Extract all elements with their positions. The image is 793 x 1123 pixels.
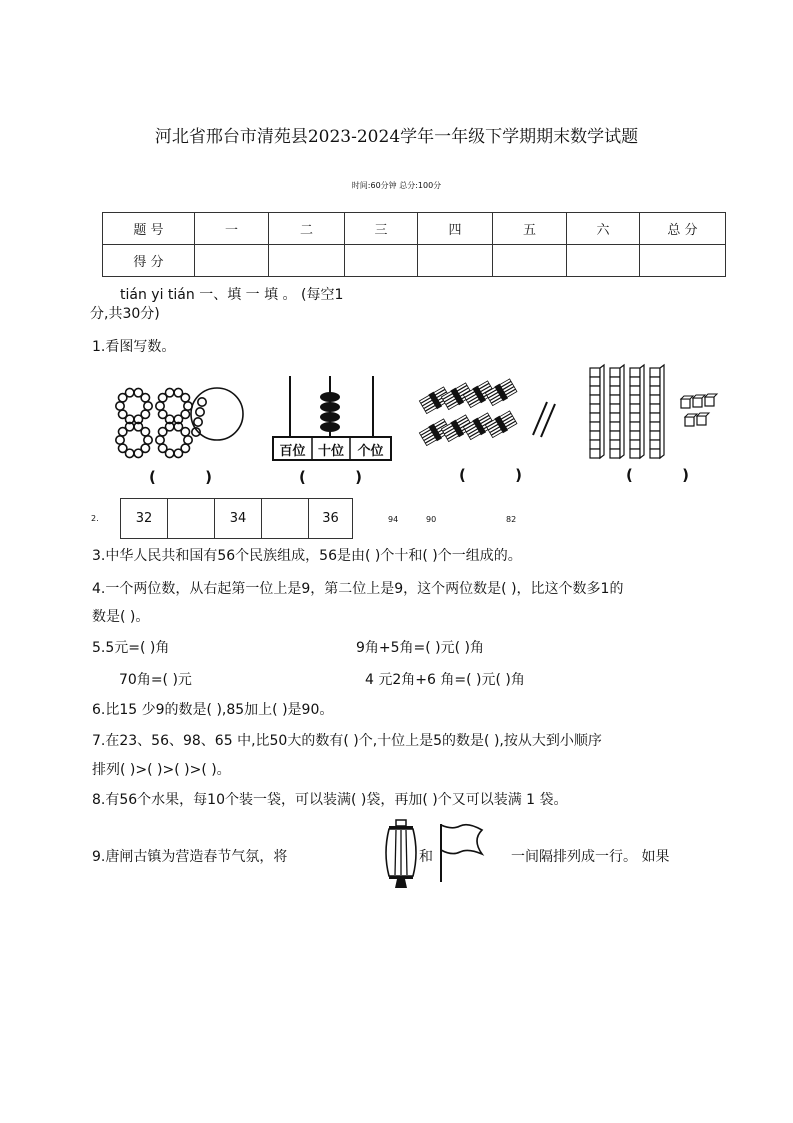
rod-cell bbox=[590, 440, 600, 449]
q9-text-before: 9.唐闸古镇为营造春节气氛，将 bbox=[92, 849, 288, 865]
q5-c: 70角=( )元 bbox=[119, 672, 192, 688]
q4-line1: 4.一个两位数，从右起第一位上是9，第二位上是9，这个两位数是( )，比这个数多1的 bbox=[92, 581, 624, 597]
bead bbox=[196, 408, 204, 416]
score-cell[interactable] bbox=[269, 245, 345, 277]
header-cell: 总 分 bbox=[640, 213, 726, 245]
rod-cell bbox=[590, 413, 600, 422]
rod-cell bbox=[630, 368, 640, 377]
bead bbox=[156, 436, 164, 444]
score-table-header-row bbox=[103, 213, 726, 245]
score-cell[interactable] bbox=[345, 245, 418, 277]
q3-text: 3.中华人民共和国有56个民族组成，56是由( )个十和( )个一组成的。 bbox=[92, 548, 522, 564]
unit-cube bbox=[697, 416, 706, 425]
q2-extra-number: 82 bbox=[506, 515, 517, 524]
rod-cell bbox=[610, 449, 620, 458]
rod-cell bbox=[650, 368, 660, 377]
bead bbox=[181, 394, 189, 402]
sequence-cell-blank[interactable] bbox=[168, 499, 215, 538]
q2-extra-number: 94 bbox=[388, 515, 399, 524]
bead-rings-icon bbox=[112, 382, 252, 467]
rod-cell bbox=[610, 386, 620, 395]
rod-cell bbox=[630, 440, 640, 449]
bead bbox=[181, 428, 189, 436]
bead bbox=[194, 418, 202, 426]
rod-cell bbox=[590, 386, 600, 395]
bead bbox=[118, 444, 126, 452]
rod-cell bbox=[610, 395, 620, 404]
section-heading bbox=[120, 284, 343, 304]
unit-cube bbox=[693, 398, 702, 407]
bead bbox=[158, 444, 166, 452]
rod-cell bbox=[650, 404, 660, 413]
q9-text-and: 和 bbox=[419, 849, 433, 865]
bead bbox=[125, 388, 133, 396]
bead bbox=[134, 449, 142, 457]
rod-cell bbox=[650, 386, 660, 395]
flag-icon bbox=[438, 822, 486, 884]
header-cell: 三 bbox=[345, 213, 418, 245]
q6-text: 6.比15 少9的数是( ),85加上( )是90。 bbox=[92, 702, 334, 718]
stick-bundle bbox=[485, 410, 518, 439]
q7-line2: 排列( )>( )>( )>( )。 bbox=[92, 762, 231, 778]
bead bbox=[156, 402, 164, 410]
q9-text-after: 一间隔排列成一行。 如果 bbox=[511, 849, 670, 865]
rod-cell bbox=[610, 404, 620, 413]
sequence-cell: 32 bbox=[121, 499, 168, 538]
header-cell: 四 bbox=[418, 213, 493, 245]
abacus-label-tens: 十位 bbox=[317, 444, 344, 459]
rod-cell bbox=[590, 404, 600, 413]
header-cell: 五 bbox=[493, 213, 567, 245]
rod-cell bbox=[650, 422, 660, 431]
rod-cell bbox=[590, 431, 600, 440]
unit-cube bbox=[685, 417, 694, 426]
abacus-label-ones: 个位 bbox=[357, 444, 384, 459]
rod-cell bbox=[650, 440, 660, 449]
score-cell[interactable] bbox=[195, 245, 269, 277]
abacus-label-hundreds: 百位 bbox=[279, 444, 306, 459]
rod-cell bbox=[590, 368, 600, 377]
header-cell: 一 bbox=[195, 213, 269, 245]
q5-d: 4 元2角+6 角=( )元( )角 bbox=[365, 672, 525, 688]
stick-bundle bbox=[485, 378, 518, 407]
rod-cell bbox=[590, 449, 600, 458]
q5-b: 9角+5角=( )元( )角 bbox=[356, 640, 485, 656]
rod-cell bbox=[630, 386, 640, 395]
rod-cell bbox=[630, 404, 640, 413]
bead bbox=[198, 398, 206, 406]
rod-cell bbox=[650, 413, 660, 422]
bead bbox=[116, 402, 124, 410]
rod-cell bbox=[650, 449, 660, 458]
rod-cell bbox=[590, 395, 600, 404]
rod-cell bbox=[610, 440, 620, 449]
q1-answer-4[interactable]: ( ) bbox=[626, 466, 711, 484]
bead bbox=[116, 436, 124, 444]
section-heading-cont: 分,共30分) bbox=[90, 306, 160, 322]
header-cell: 二 bbox=[269, 213, 345, 245]
bead bbox=[158, 410, 166, 418]
rod-cell bbox=[630, 395, 640, 404]
q2-extra-number: 90 bbox=[426, 515, 437, 524]
score-table-score-row bbox=[103, 245, 726, 277]
rod-cell bbox=[610, 431, 620, 440]
q7-line1: 7.在23、56、98、65 中,比50大的数有( )个,十位上是5的数是( ),按从大到小顺序 bbox=[92, 733, 602, 749]
bead bbox=[141, 394, 149, 402]
rod-cell bbox=[630, 449, 640, 458]
rod-cell bbox=[630, 431, 640, 440]
bead bbox=[165, 388, 173, 396]
rod-cell bbox=[630, 422, 640, 431]
q1-answer-1[interactable]: ( ) bbox=[149, 468, 234, 486]
rod-cell bbox=[610, 422, 620, 431]
header-cell: 六 bbox=[567, 213, 640, 245]
sequence-cell: 34 bbox=[215, 499, 262, 538]
score-cell[interactable] bbox=[493, 245, 567, 277]
q1-answer-3[interactable]: ( ) bbox=[459, 466, 544, 484]
rod-cell bbox=[590, 377, 600, 386]
rod-cell bbox=[610, 413, 620, 422]
header-cell: 题 号 bbox=[103, 213, 195, 245]
section-title: 一、填 一 填 。 (每空1 bbox=[199, 287, 344, 303]
q1-answer-2[interactable]: ( ) bbox=[299, 468, 384, 486]
unit-cube bbox=[705, 397, 714, 406]
rod-cell bbox=[610, 368, 620, 377]
section-pinyin: tián yi tián bbox=[120, 287, 195, 303]
bead bbox=[144, 402, 152, 410]
rod-cell bbox=[650, 431, 660, 440]
base-ten-blocks-icon bbox=[585, 365, 720, 465]
unit-cube bbox=[681, 399, 690, 408]
number-sequence-box bbox=[120, 498, 353, 539]
sequence-cell-blank[interactable] bbox=[262, 499, 309, 538]
abacus-labels bbox=[273, 440, 391, 459]
q4-line2: 数是( )。 bbox=[92, 609, 150, 625]
rod-cell bbox=[630, 377, 640, 386]
q2-number: 2. bbox=[91, 514, 99, 523]
q1-text: 1.看图写数。 bbox=[92, 339, 176, 355]
bead bbox=[184, 436, 192, 444]
bead bbox=[118, 410, 126, 418]
score-cell[interactable] bbox=[567, 245, 640, 277]
row-label: 得 分 bbox=[103, 245, 195, 277]
q8-text: 8.有56个水果，每10个装一袋，可以装满( )袋，再加( )个又可以装满 1 袋。 bbox=[92, 792, 568, 808]
score-table bbox=[102, 212, 726, 277]
bead bbox=[141, 428, 149, 436]
q5-a: 5.5元=( )角 bbox=[92, 640, 170, 656]
page-title: 河北省邢台市清苑县2023-2024学年一年级下学期期末数学试题 bbox=[154, 127, 639, 147]
sequence-cell: 36 bbox=[322, 511, 339, 526]
score-cell[interactable] bbox=[418, 245, 493, 277]
bead bbox=[144, 436, 152, 444]
stick-bundles-icon bbox=[425, 380, 565, 460]
exam-info: 时间:60分钟 总分:100分 bbox=[351, 181, 442, 190]
lantern-icon bbox=[383, 818, 419, 890]
rod-cell bbox=[650, 395, 660, 404]
rod-cell bbox=[610, 377, 620, 386]
rod-cell bbox=[590, 422, 600, 431]
rod-cell bbox=[650, 377, 660, 386]
bead bbox=[174, 449, 182, 457]
score-cell[interactable] bbox=[640, 245, 726, 277]
rod-cell bbox=[630, 413, 640, 422]
